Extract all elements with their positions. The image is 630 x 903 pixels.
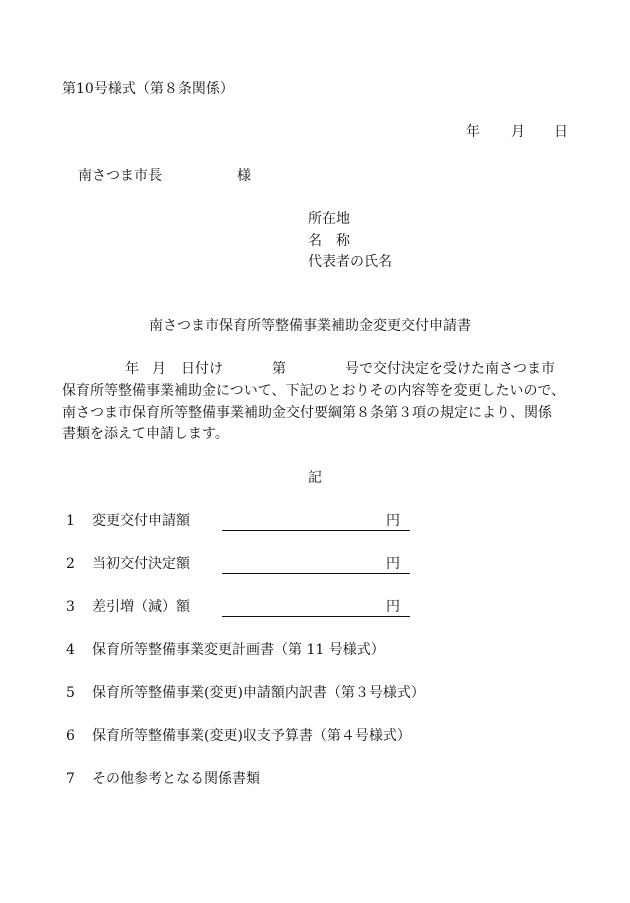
date-month: 月	[511, 124, 525, 140]
body-line-2: 保育所等整備事業補助金について、下記のとおりその内容等を変更したいので、	[62, 383, 566, 399]
item-number: 1	[66, 513, 75, 529]
item-number: 6	[66, 728, 75, 744]
item-number: 3	[66, 599, 75, 615]
item-number: 7	[66, 771, 75, 787]
body-no-suffix: 号で交付決定を受けた南さつま市	[345, 361, 555, 377]
yen-unit: 円	[386, 513, 400, 529]
applicant-representative-label: 代表者の氏名	[308, 254, 392, 270]
body-month: 月	[152, 361, 166, 377]
item-label: 保育所等整備事業変更計画書（第 11 号様式）	[92, 642, 385, 658]
body-year: 年	[125, 361, 139, 377]
ki-heading: 記	[308, 470, 322, 486]
amount-field	[222, 600, 410, 617]
item-label: 保育所等整備事業(変更)申請額内訳書（第３号様式）	[92, 685, 425, 701]
addressee-name: 南さつま市長	[78, 168, 162, 184]
date-day: 日	[554, 124, 568, 140]
item-label: その他参考となる関係書類	[92, 771, 260, 787]
item-label: 当初交付決定額	[92, 556, 190, 572]
document-title: 南さつま市保育所等整備事業補助金変更交付申請書	[149, 318, 471, 334]
item-number: 2	[66, 556, 75, 572]
yen-unit: 円	[386, 556, 400, 572]
item-label: 保育所等整備事業(変更)収支予算書（第４号様式）	[92, 728, 411, 744]
amount-field	[222, 514, 410, 531]
form-number: 第10号様式（第８条関係）	[62, 81, 234, 97]
item-number: 4	[66, 642, 75, 658]
item-number: 5	[66, 685, 75, 701]
item-label: 変更交付申請額	[92, 513, 190, 529]
applicant-address-label: 所在地	[308, 211, 350, 227]
body-line-3: 南さつま市保育所等整備事業補助金交付要綱第８条第３項の規定により、関係	[62, 405, 552, 421]
date-year: 年	[466, 124, 480, 140]
body-dated: 日付け	[181, 361, 223, 377]
body-no-prefix: 第	[272, 361, 286, 377]
yen-unit: 円	[386, 599, 400, 615]
item-label: 差引増（減）額	[92, 599, 190, 615]
amount-field	[222, 557, 410, 574]
applicant-name-label: 名 称	[308, 233, 350, 249]
body-line-4: 書類を添えて申請します。	[62, 426, 229, 442]
addressee-suffix: 様	[237, 168, 251, 184]
